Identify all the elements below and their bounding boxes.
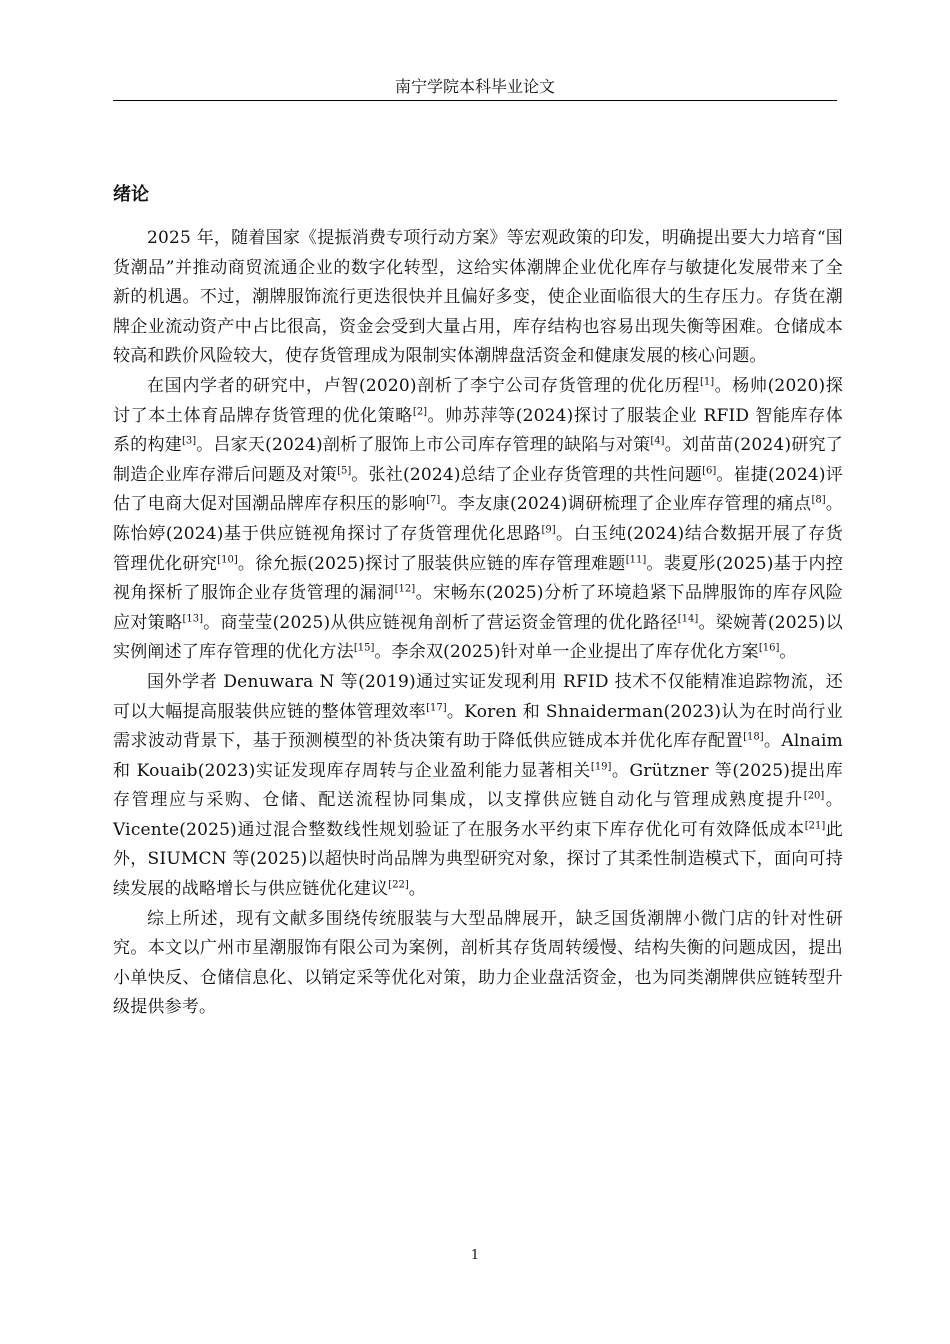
citation-ref: [18] — [743, 731, 764, 743]
text-run: 。Koren 和 Shnaiderman(2023)认为在时尚行业需求波动背景下，基于预测模型的补货决策有助于降低供应链成本并优化库存配置 — [113, 701, 843, 752]
citation-ref: [16] — [758, 642, 780, 654]
citation-ref: [13] — [182, 613, 203, 625]
citation-ref: [17] — [426, 701, 447, 713]
citation-ref: [6] — [702, 465, 717, 477]
running-header: 南宁学院本科毕业论文 — [394, 77, 555, 96]
text-run: 。徐允振(2025)探讨了服装供应链的库存管理难题 — [237, 553, 626, 574]
citation-ref: [1] — [699, 376, 715, 388]
text-run: 。宋畅东(2025)分析了环境趋紧下品牌服饰的库存风险应对策略 — [113, 583, 843, 633]
text-run: 。李友康(2024)调研梳理了企业库存管理的痛点 — [440, 494, 812, 515]
text-run: 。裴夏彤(2025)基于内控视角探析了服饰企业存货管理的漏洞 — [113, 553, 844, 604]
text-run: 。Grützner 等(2025)提出库存管理应与采购、仓储、配送流程协同集成，以支撑供应链自动化与管理成熟度提升 — [113, 760, 843, 811]
citation-ref: [22] — [388, 879, 409, 891]
citation-ref: [19] — [590, 761, 612, 773]
section-heading: 绪论 — [113, 184, 149, 205]
citation-ref: [21] — [804, 820, 826, 832]
citation-ref: [10] — [217, 553, 238, 565]
text-run: 。崔捷(2024)评估了电商大促对国潮品牌库存积压的影响 — [113, 464, 843, 515]
paragraph — [113, 905, 843, 1023]
text-run: 。白玉纯(2024)结合数据开展了存货管理优化研究 — [113, 523, 843, 574]
text-run: 。梁婉菁(2025)以实例阐述了库存管理的优化方法 — [113, 612, 843, 663]
citation-ref: [3] — [181, 435, 197, 447]
text-run: 。李余双(2025)针对单一企业提出了库存优化方案 — [374, 642, 759, 663]
text-run: 。商莹莹(2025)从供应链视角剖析了营运资金管理的优化路径 — [202, 612, 678, 633]
text-run: 在国内学者的研究中，卢智(2020)剖析了李宁公司存货管理的优化历程 — [147, 375, 700, 396]
text-run: 国外学者 Denuwara N 等(2019)通过实证发现利用 RFID 技术不仅能精准追踪物流，还可以大幅提高服装供应链的整体管理效率 — [113, 671, 843, 722]
text-run: 综上所述，现有文献多围绕传统服装与大型品牌展开，缺乏国货潮牌小微门店的针对性研究。本文以广州市星潮服饰有限公司为案例，剖析其存货周转缓慢、结构失衡的问题成因，提出小单快反、仓储信息化、以销定采等优化对策，助力企业盘活资金，也为同类潮牌供应链转型升级提供参考。 — [113, 908, 843, 1018]
text-run: 。帅苏萍等(2024)探讨了服装企业 RFID 智能库存体系的构建 — [113, 405, 844, 456]
citation-ref: [4] — [650, 435, 665, 447]
text-run: 。 — [779, 642, 797, 663]
text-run: 。刘苗苗(2024)研究了制造企业库存滞后问题及对策 — [113, 435, 843, 485]
citation-ref: [11] — [625, 553, 647, 565]
citation-ref: [14] — [677, 613, 699, 625]
citation-ref: [12] — [394, 583, 416, 595]
text-run: 2025 年，随着国家《提振消费专项行动方案》等宏观政策的印发，明确提出要大力培育“国货潮品”并推动商贸流通企业的数字化转型，这给实体潮牌企业优化库存与敏捷化发展带来了全新的机遇。不过，潮牌服饰流行更迭很快并且偏好多变，使企业面临很大的生存压力。存货在潮牌企业流动资产中占比很高，资金会受到大量占用，库存结构也容易出现失衡等困难。仓储成本较高和跌价风险较大，使存货管理成为限制实体潮牌盘活资金和健康发展的核心问题。 — [113, 228, 843, 367]
text-run: 此外，SIUMCN 等(2025)以超快时尚品牌为典型研究对象，探讨了其柔性制造模式下，面向可持续发展的战略增长与供应链优化建议 — [113, 819, 843, 900]
text-run: 。张社(2024)总结了企业存货管理的共性问题 — [351, 464, 703, 485]
page-number: 1 — [470, 1248, 480, 1263]
citation-ref: [7] — [426, 494, 441, 506]
citation-ref: [8] — [811, 494, 826, 506]
text-run: 。杨帅(2020)探讨了本土体育品牌存货管理的优化策略 — [113, 375, 844, 426]
text-run: 。 — [408, 879, 426, 900]
citation-ref: [15] — [353, 642, 375, 654]
paragraph — [113, 668, 843, 905]
paragraph — [113, 372, 843, 668]
text-run: 。吕家天(2024)剖析了服饰上市公司库存管理的缺陷与对策 — [196, 435, 651, 456]
text-run: 。Vicente(2025)通过混合整数线性规划验证了在服务水平约束下库存优化可有效降低成本 — [113, 790, 843, 840]
citation-ref: [20] — [803, 790, 825, 802]
citation-ref: [2] — [412, 405, 428, 417]
citation-ref: [5] — [337, 465, 352, 477]
text-run: 。Alnaim 和 Kouaib(2023)实证发现库存周转与企业盈利能力显著相关 — [113, 731, 843, 781]
citation-ref: [9] — [541, 524, 556, 536]
body-text — [113, 224, 843, 1023]
header-rule — [113, 100, 837, 101]
paragraph — [113, 224, 843, 372]
text-run: 。陈怡婷(2024)基于供应链视角探讨了存货管理优化思路 — [113, 494, 844, 544]
